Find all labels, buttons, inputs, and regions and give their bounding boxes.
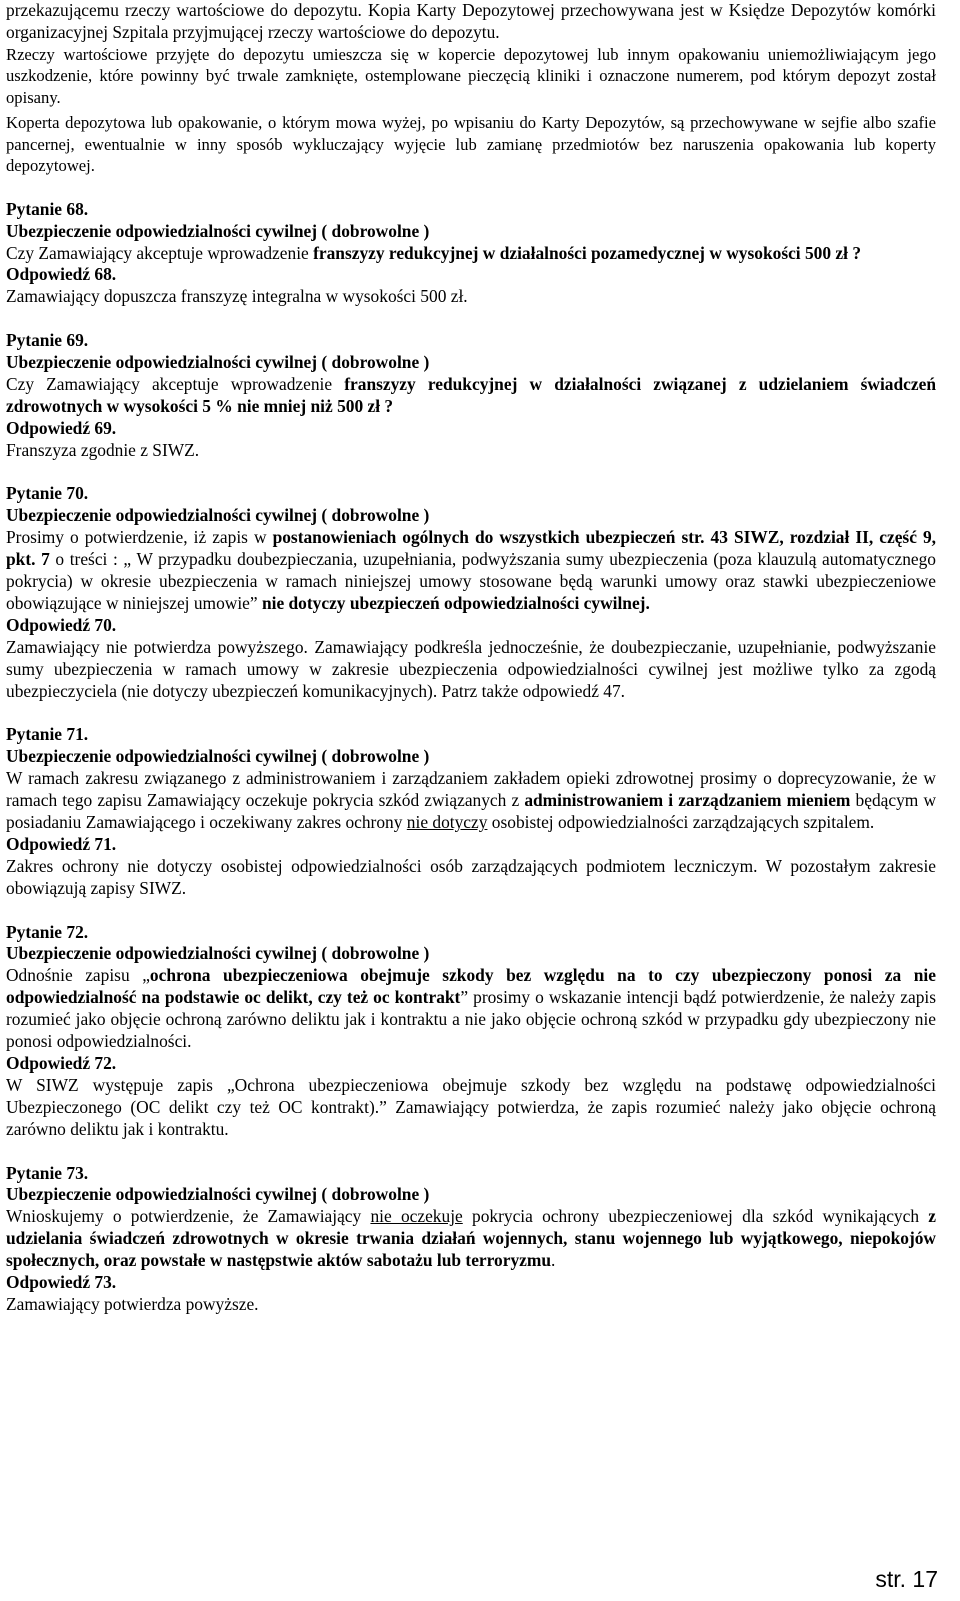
- question-subtitle: Ubezpieczenie odpowiedzialności cywilnej ( dobrowolne ): [6, 1184, 430, 1205]
- question-68: [6, 199, 936, 309]
- question-subtitle: Ubezpieczenie odpowiedzialności cywilnej ( dobrowolne ): [6, 505, 430, 526]
- answer-title: Odpowiedź 68.: [6, 264, 117, 285]
- question-text-part: Czy Zamawiający akceptuje wprowadzenie: [6, 242, 314, 263]
- answer-text: Franszyza zgodnie z SIWZ.: [6, 439, 200, 460]
- question-text-bold: franszyzy redukcyjnej w działalności związanej z udzielaniem świadczeń zdrowotnych w wysokości 5 % nie mniej niż 500 zł ?: [6, 373, 936, 416]
- question-text: [6, 374, 936, 418]
- question-text: [6, 1206, 936, 1272]
- question-69: [6, 330, 936, 461]
- question-title: Pytanie 68.: [6, 198, 89, 219]
- question-title: Pytanie 72.: [6, 921, 89, 942]
- question-text-part: ” prosimy o wskazanie intencji bądź potwierdzenie, że należy zapis rozumieć jako objęcie ochroną zarówno deliktu jak i kontraktu a nie jako objęcie ochroną szkód w przypadku gdy ubezpieczony nie ponosi odpowiedzialności.: [6, 987, 936, 1052]
- intro-paragraph-3: Koperta depozytowa lub opakowanie, o którym mowa wyżej, po wpisaniu do Karty Depozytów, są przechowywane w sejfie albo szafie pancernej, ewentualnie w inny sposób wykluczający wyjęcie lub zamianę przedmiotów bez naruszenia opakowania lub koperty depozytowej.: [6, 113, 936, 176]
- question-text-part: Czy Zamawiający akceptuje wprowadzenie: [6, 373, 345, 394]
- question-text-part: Prosimy o potwierdzenie, iż zapis w: [6, 527, 273, 548]
- answer-title: Odpowiedź 72.: [6, 1052, 117, 1073]
- question-text-part: będącym w posiadaniu Zamawiającego i oczekiwany zakres ochrony: [6, 790, 936, 833]
- answer-text: W SIWZ występuje zapis „Ochrona ubezpieczeniowa obejmuje szkody bez względu na podstawę odpowiedzialności Ubezpieczonego (OC delikt czy też OC kontrakt).” Zamawiający potwierdza, że zapis rozumieć należy jako objęcie ochroną zarówno deliktu jak i kontraktu.: [6, 1074, 936, 1139]
- question-text: [6, 965, 936, 1053]
- question-text-part: Wnioskujemy o potwierdzenie, że Zamawiający: [6, 1206, 371, 1227]
- answer-text: Zamawiający potwierdza powyższe.: [6, 1293, 259, 1314]
- answer-title: Odpowiedź 69.: [6, 417, 117, 438]
- question-71: [6, 724, 936, 899]
- question-text-bold: administrowaniem i zarządzaniem mieniem: [524, 790, 851, 811]
- question-text-bold: ochrona ubezpieczeniowa obejmuje szkody bez względu na to czy ubezpieczony ponosi za nie odpowiedzialność na podstawie oc delikt, czy też oc kontrakt: [6, 965, 936, 1008]
- question-subtitle: Ubezpieczenie odpowiedzialności cywilnej ( dobrowolne ): [6, 352, 430, 373]
- question-text-bold: z udzielania świadczeń zdrowotnych w okresie trwania działań wojennych, stanu wojennego lub wyjątkowego, niepokojów społecznych, oraz powstałe w następstwie aktów sabotażu lub terroryzmu: [6, 1206, 937, 1271]
- question-73: [6, 1163, 936, 1316]
- document-page: [6, 0, 936, 1316]
- question-text-part: osobistej odpowiedzialności zarządzających szpitalem.: [487, 812, 875, 833]
- question-text-part: o treści : „ W przypadku doubezpieczania, uzupełniania, podwyższania sumy ubezpieczenia (poza klauzulą automatycznego pokrycia) w okresie ubezpieczenia w ramach niniejszej umowy stosowane będą warunki umowy oraz stawki ubezpieczeniowe obowiązujące w niniejszej umowie”: [6, 549, 936, 613]
- question-text-bold: franszyzy redukcyjnej w działalności pozamedycznej w wysokości 500 zł ?: [313, 242, 862, 263]
- answer-title: Odpowiedź 73.: [6, 1272, 117, 1293]
- answer-title: Odpowiedź 70.: [6, 614, 117, 635]
- question-text-bold: postanowieniach ogólnych do wszystkich ubezpieczeń str. 43 SIWZ, rozdział II, część 9, pkt. 7: [6, 527, 936, 570]
- question-text-part: W ramach zakresu związanego z administrowaniem i zarządzaniem zakładem opieki zdrowotnej prosimy o doprecyzowanie, że w ramach tego zapisu Zamawiający oczekuje pokrycia szkód związanych z: [6, 768, 936, 811]
- question-title: Pytanie 70.: [6, 483, 89, 504]
- question-subtitle: Ubezpieczenie odpowiedzialności cywilnej ( dobrowolne ): [6, 943, 430, 964]
- question-text: [6, 768, 936, 834]
- question-subtitle: Ubezpieczenie odpowiedzialności cywilnej ( dobrowolne ): [6, 220, 430, 241]
- page-number: str. 17: [875, 1566, 938, 1592]
- answer-text: Zamawiający nie potwierdza powyższego. Zamawiający podkreśla jednocześnie, że doubezpieczanie, uzupełnianie, podwyższanie sumy ubezpieczenia w ramach umowy w zakresie ubezpieczenia odpowiedzialności cywilnej jest możliwe tylko za zgodą ubezpieczyciela (nie dotyczy ubezpieczeń komunikacyjnych). Patrz także odpowiedź 47.: [6, 636, 936, 701]
- intro-paragraph-1: przekazującemu rzeczy wartościowe do depozytu. Kopia Karty Depozytowej przechowywana jest w Księdze Depozytów komórki organizacyjnej Szpitala przyjmującej rzeczy wartościowe do depozytu.: [6, 0, 936, 42]
- question-subtitle: Ubezpieczenie odpowiedzialności cywilnej ( dobrowolne ): [6, 746, 430, 767]
- question-72: [6, 922, 936, 1141]
- question-text-bold: nie dotyczy ubezpieczeń odpowiedzialności cywilnej.: [257, 592, 650, 613]
- question-70: [6, 483, 936, 702]
- question-title: Pytanie 69.: [6, 330, 89, 351]
- question-text-underlined: nie oczekuje: [370, 1206, 463, 1227]
- question-text-part: pokrycia ochrony ubezpieczeniowej dla szkód wynikających: [462, 1206, 929, 1227]
- question-text: [6, 243, 936, 265]
- question-text-underlined: nie dotyczy: [406, 812, 488, 833]
- answer-title: Odpowiedź 71.: [6, 833, 117, 854]
- question-text-part: .: [551, 1250, 556, 1271]
- answer-text: Zamawiający dopuszcza franszyzę integralna w wysokości 500 zł.: [6, 286, 468, 307]
- question-text-part: Odnośnie zapisu „: [6, 965, 150, 986]
- answer-text: Zakres ochrony nie dotyczy osobistej odpowiedzialności osób zarządzających podmiotem leczniczym. W pozostałym zakresie obowiązują zapisy SIWZ.: [6, 855, 936, 898]
- question-title: Pytanie 73.: [6, 1162, 89, 1183]
- question-title: Pytanie 71.: [6, 724, 89, 745]
- question-text: [6, 527, 936, 615]
- intro-paragraph-2: Rzeczy wartościowe przyjęte do depozytu umieszcza się w kopercie depozytowej lub innym opakowaniu uniemożliwiającym jego uszkodzenie, które powinny być trwale zamknięte, ostemplowane pieczęcią kliniki i oznaczone numerem, pod którym depozyt został opisany.: [6, 44, 936, 107]
